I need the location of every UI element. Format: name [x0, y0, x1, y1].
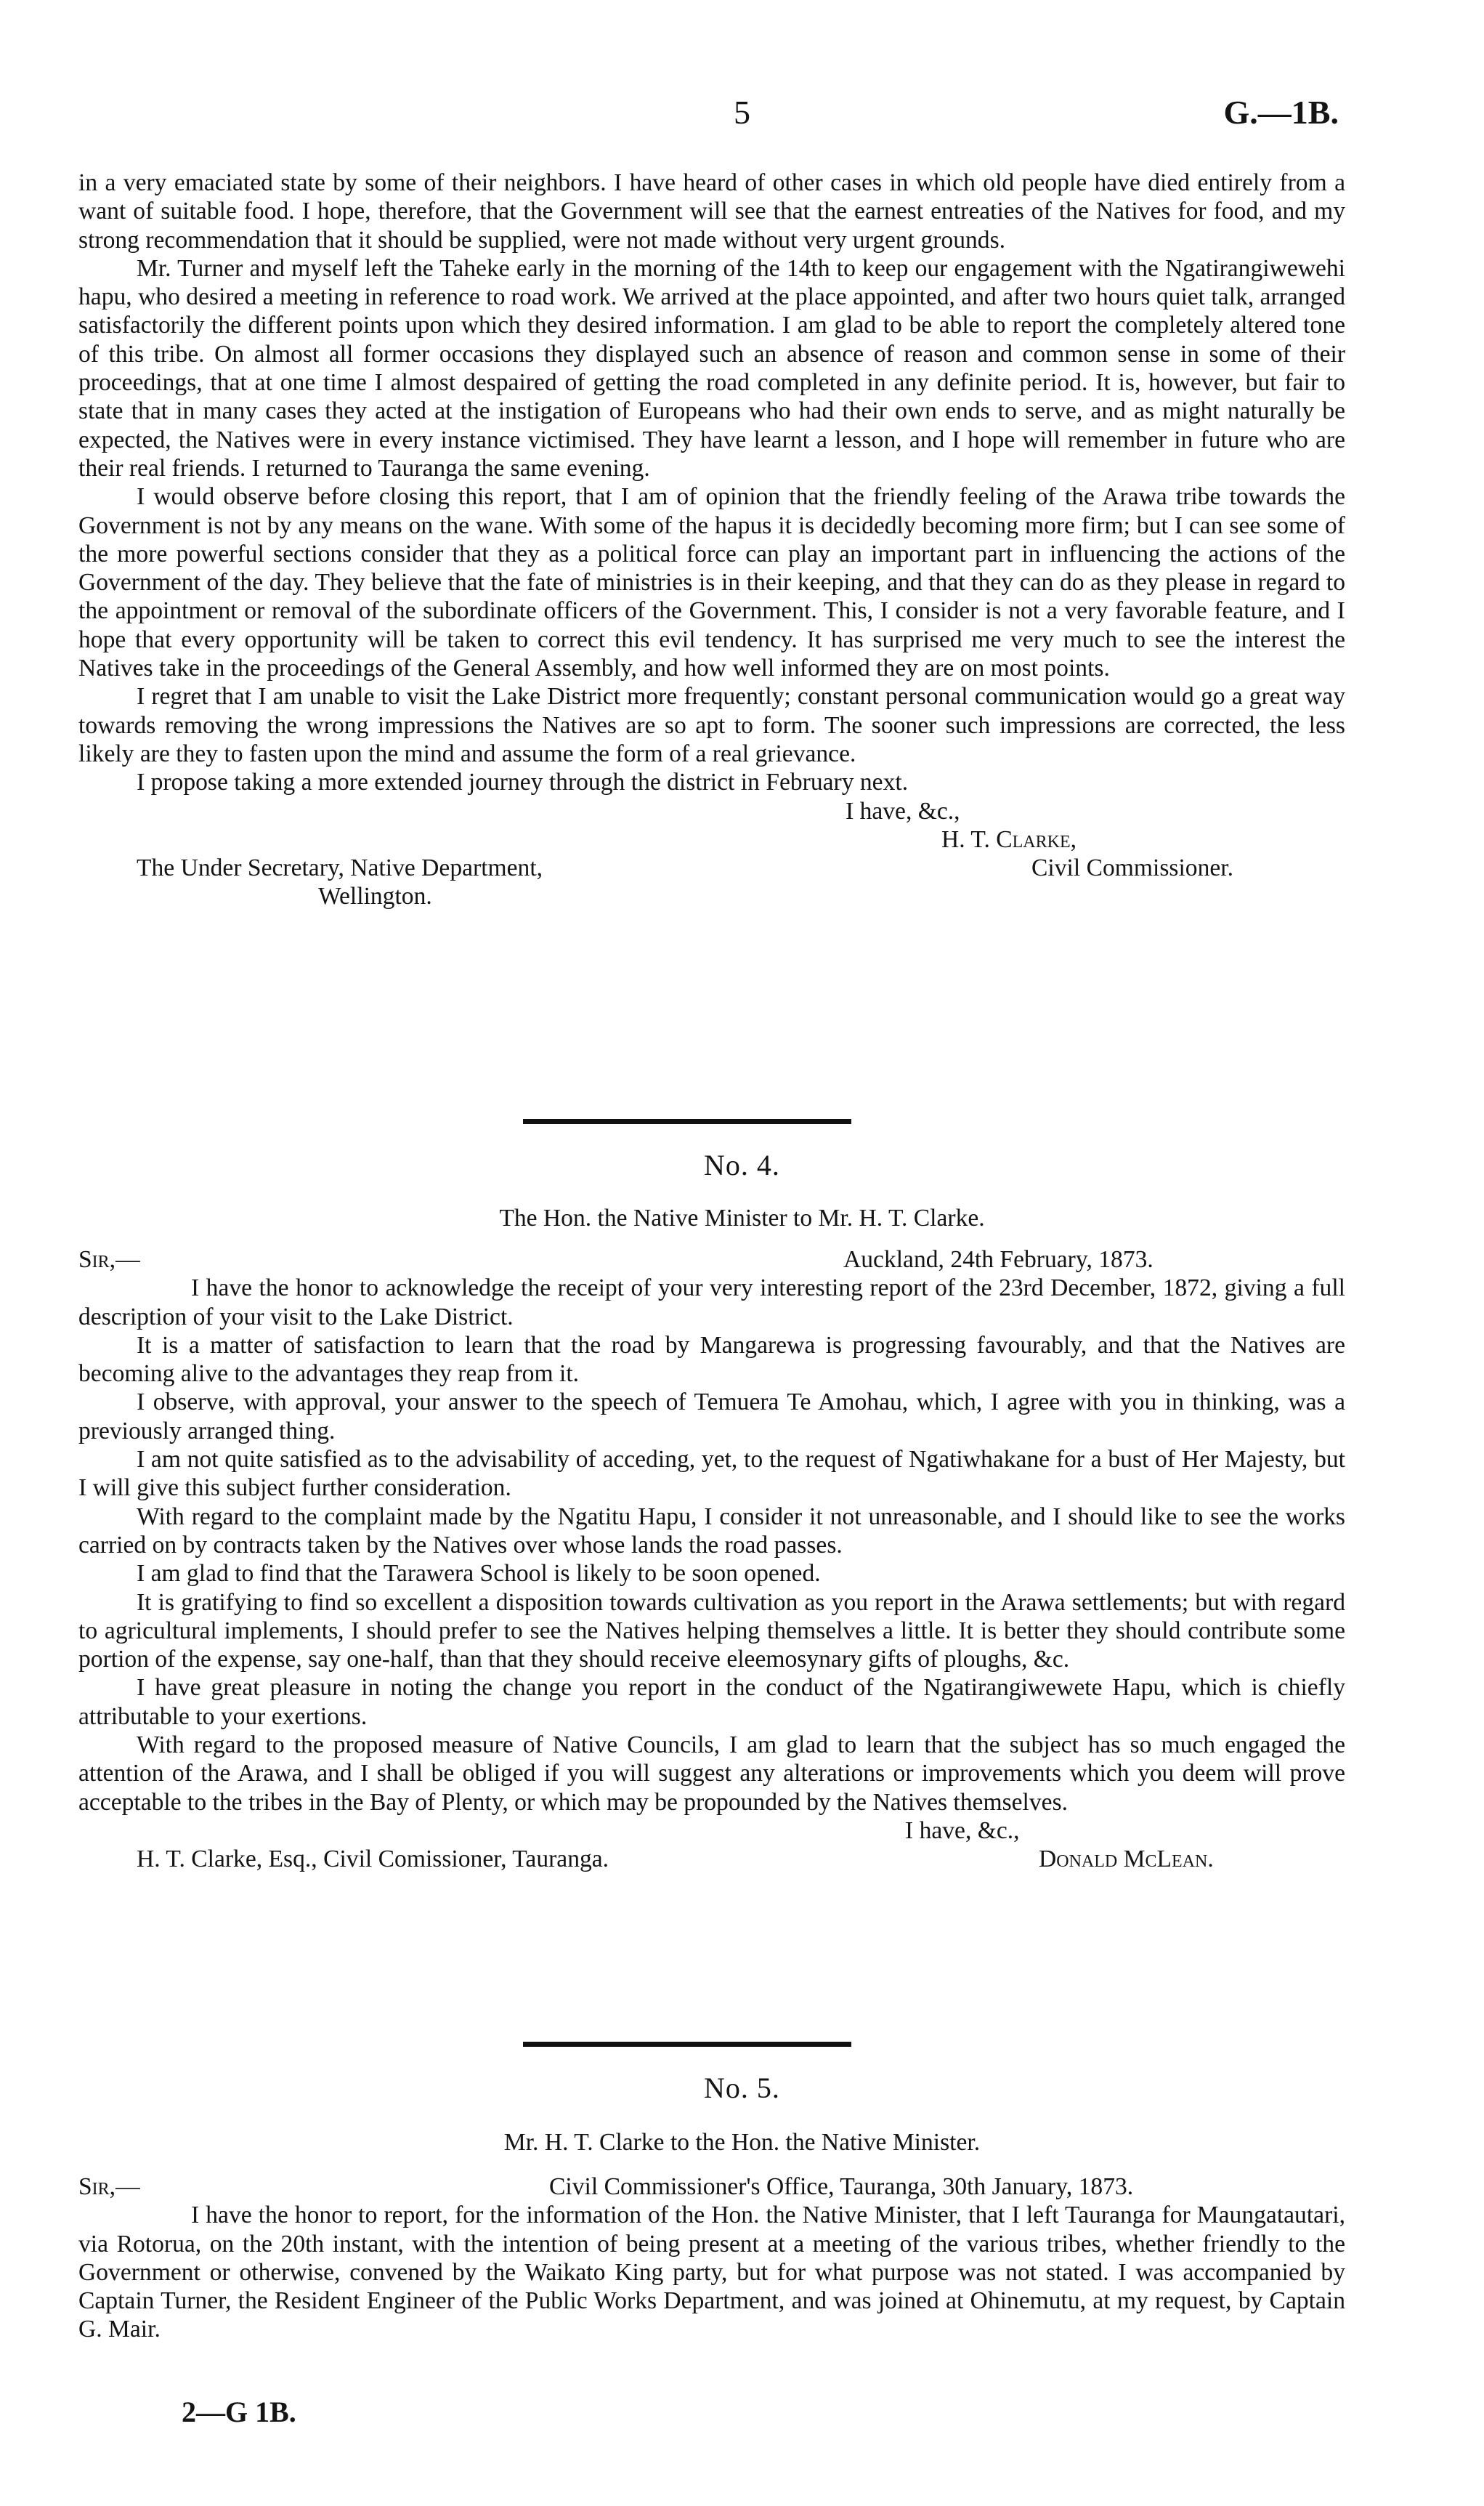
letter-5-body — [78, 2172, 1345, 2344]
salutation-row — [78, 1245, 1345, 1274]
signatory-title: Civil Commissioner. — [1031, 854, 1233, 882]
closing-row — [78, 797, 1345, 825]
salutation: Sir,— — [78, 2173, 140, 2200]
paragraph: I have the honor to report, for the information of the Hon. the Native Minister, that I left Tauranga for Maungatautari, via Rotorua, on the 20th instant, with the intention of being present at a meeting of the various tribes, whether friendly to the Government or otherwise, convened by the Waikato King party, but for what purpose was not stated. I was accompanied by Captain Turner, the Resident Engineer of the Public Works Department, and was joined at Ohinemutu, at my request, by Captain G. Mair. — [78, 2202, 1345, 2343]
paragraph: I propose taking a more extended journey through the district in February next. — [137, 769, 909, 796]
salutation-row — [78, 2172, 1345, 2201]
letter-5-subtitle: Mr. H. T. Clarke to the Hon. the Native Minister. — [503, 2129, 981, 2156]
addressee-place: Wellington. — [318, 883, 432, 910]
paragraph: I observe, with approval, your answer to the speech of Temuera Te Amohau, which, I agree with you in thinking, was a previously arranged thing. — [78, 1389, 1345, 1444]
addressee-place-row — [78, 882, 1345, 910]
addressee-row — [78, 854, 1345, 882]
paragraph: I would observe before closing this report, that I am of opinion that the friendly feeling of the Arawa tribe towards the Government is not by any means on the wane. With some of the hapus it is decidedly becoming more firm; but I can see some of the more powerful sections consider that they as a political force can play an important part in influencing the actions of the Government of the day. They believe that the fate of ministries is in their keeping, and that they can do as they please in regard to the appointment or removal of the subordinate officers of the Government. This, I consider is not a very favorable feature, and I hope that every opportunity will be taken to correct this evil tendency. It has surprised me very much to see the interest the Natives take in the proceedings of the General Assembly, and how well informed they are on most points. — [78, 483, 1345, 682]
signature: Donald McLean. — [1039, 1846, 1214, 1873]
signature: H. T. Clarke, — [941, 825, 1077, 853]
letter-5-number: No. 5. — [704, 2072, 780, 2104]
paragraph: It is a matter of satisfaction to learn that the road by Mangarewa is progressing favourably, and that the Natives are becoming alive to the advantages they reap from it. — [78, 1331, 1345, 1388]
letter-3-body — [78, 169, 1345, 911]
paragraph: It is gratifying to find so excellent a disposition towards cultivation as you report in the Arawa settlements; but with regard to agricultural implements, I should prefer to see the Natives helping themselves a little. It is better they should contribute some portion of the expense, say one-half, than that they should receive eleemosynary gifts of ploughs, &c. — [78, 1588, 1345, 1673]
paragraph: With regard to the complaint made by the Ngatitu Hapu, I consider it not unreasonable, and I should like to see the works carried on by contracts taken by the Natives over whose lands the road passes. — [78, 1503, 1345, 1559]
paragraph: I am not quite satisfied as to the advisability of acceding, yet, to the request of Ngatiwhakane for a bust of Her Majesty, but I will give this subject further consideration. — [78, 1446, 1345, 1502]
paragraph: Mr. Turner and myself left the Taheke early in the morning of the 14th to keep our engagement with the Ngatirangiwewehi hapu, who desired a meeting in reference to road work. We arrived at the place appointed, and after two hours quiet talk, arranged satisfactorily the different points upon which they desired information. I am glad to be able to report the completely altered tone of this tribe. On almost all former occasions they displayed such an absence of reason and common sense in some of their proceedings, that at one time I almost despaired of getting the road completed in any definite period. It is, however, but fair to state that in many cases they acted at the instigation of Europeans who had their own ends to serve, and as might naturally be expected, the Natives were in every instance victimised. They have learnt a lesson, and I hope will remember in future who are their real friends. I returned to Tauranga the same evening. — [78, 254, 1345, 482]
paragraph: I have the honor to acknowledge the receipt of your very interesting report of the 23rd December, 1872, giving a full description of your visit to the Lake District. — [78, 1274, 1345, 1330]
page-number: 5 — [734, 94, 750, 131]
closing: I have, &c., — [905, 1816, 1020, 1844]
dateline: Auckland, 24th February, 1873. — [843, 1246, 1153, 1273]
closing-row — [78, 1816, 1345, 1845]
letter-4-number: No. 4. — [704, 1149, 780, 1181]
section-divider — [523, 1119, 851, 1124]
section-divider — [523, 2042, 851, 2047]
paragraph: in a very emaciated state by some of their neighbors. I have heard of other cases in which old people have died entirely from a want of suitable food. I hope, therefore, that the Government will see that the earnest entreaties of the Natives for food, and my strong recommendation that it should be supplied, were not made without very urgent grounds. — [78, 169, 1345, 254]
paragraph: I am glad to find that the Tarawera School is likely to be soon opened. — [137, 1560, 821, 1588]
salutation: Sir,— — [78, 1246, 140, 1273]
signature-mark: 2—G 1B. — [182, 2396, 296, 2428]
signature-row — [78, 825, 1345, 854]
closing: I have, &c., — [846, 797, 960, 825]
signature-row — [78, 1845, 1345, 1873]
addressee: H. T. Clarke, Esq., Civil Comissioner, Tauranga. — [137, 1846, 609, 1873]
paragraph: I have great pleasure in noting the change you report in the conduct of the Ngatirangiwewete Hapu, which is chiefly attributable to your exertions. — [78, 1674, 1345, 1730]
dateline: Civil Commissioner's Office, Tauranga, 30th January, 1873. — [549, 2173, 1134, 2200]
paragraph: With regard to the proposed measure of Native Councils, I am glad to learn that the subject has so much engaged the attention of the Arawa, and I shall be obliged if you will suggest any alterations or improvements which you deem will prove acceptable to the tribes in the Bay of Plenty, or which may be propounded by the Natives themselves. — [78, 1731, 1345, 1816]
letter-4-body — [78, 1245, 1345, 1874]
paragraph: I regret that I am unable to visit the Lake District more frequently; constant personal communication would go a great way towards removing the wrong impressions the Natives are so apt to form. The sooner such impressions are corrected, the less likely are they to fasten upon the mind and assume the form of a real grievance. — [78, 683, 1345, 767]
letter-4-subtitle: The Hon. the Native Minister to Mr. H. T. Clarke. — [499, 1205, 985, 1232]
document-reference: G.—1B. — [1223, 94, 1339, 131]
addressee: The Under Secretary, Native Department, — [137, 854, 543, 882]
